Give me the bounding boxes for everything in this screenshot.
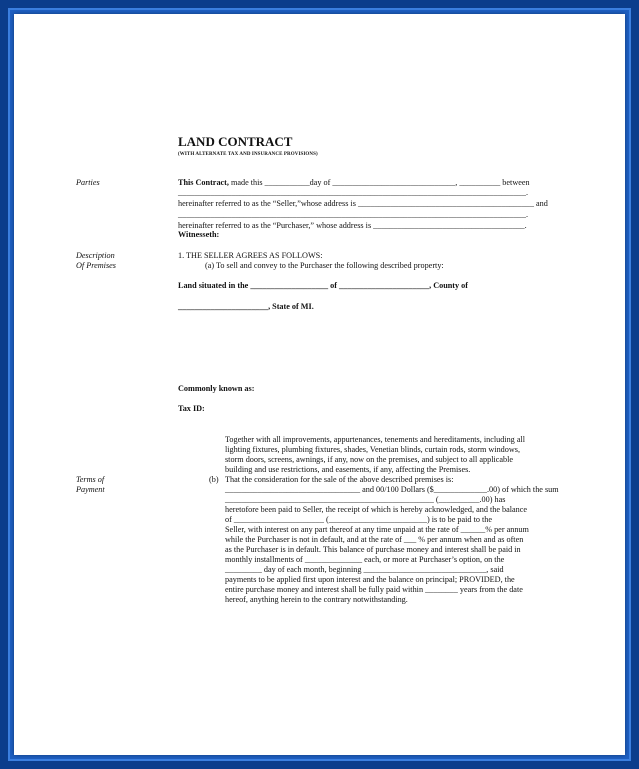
payment-line-13: hereof, anything herein to the contrary notwithstanding.: [225, 595, 408, 604]
parties-line-1: [178, 178, 530, 188]
document-title: LAND CONTRACT: [178, 134, 293, 149]
sidebar-label-terms: Terms of: [76, 475, 105, 484]
payment-line-10: _________ day of each month, beginning ______________________________, said: [225, 565, 504, 574]
parties-rule-2: _____________________________________________________________________________________.: [178, 210, 529, 219]
sidebar-label-of-premises: Of Premises: [76, 261, 116, 270]
commonly-known-label: Commonly known as:: [178, 384, 255, 393]
payment-line-11: payments to be applied first upon interest and the balance on principal; PROVIDED, the: [225, 575, 515, 584]
together-line-1: Together with all improvements, appurtenances, tenements and hereditaments, including all: [225, 435, 525, 444]
document-page: [14, 14, 625, 755]
payment-line-4: heretofore been paid to Seller, the receipt of which is hereby acknowledged, and the balance: [225, 505, 528, 514]
sidebar-label-parties: Parties: [76, 178, 100, 187]
parties-rule-1: _____________________________________________________________________________________.: [178, 188, 529, 197]
payment-line-7: while the Purchaser is not in default, and at the rate of ___ % per annum when and as often: [225, 535, 524, 544]
parties-line-1-text: made this ___________day of ______________________________, __________ between: [228, 178, 530, 187]
clause-b-label: (b): [209, 475, 219, 484]
parties-line-3: hereinafter referred to as the “Purchaser,” whose address is _____________________________________.: [178, 221, 527, 230]
payment-line-3: ___________________________________________________ (__________.00) has: [225, 495, 506, 504]
seller-agrees-heading: 1. THE SELLER AGREES AS FOLLOWS:: [178, 251, 323, 260]
together-line-4: building and use restrictions, and easements, if any, affecting the Premises.: [225, 465, 471, 474]
parties-line-2: hereinafter referred to as the “Seller,”whose address is ___________________________________________ and: [178, 199, 548, 208]
tax-id-label: Tax ID:: [178, 404, 205, 413]
together-line-3: storm doors, screens, awnings, if any, now on the premises, and subject to all applicable: [225, 455, 514, 464]
payment-line-6: Seller, with interest on any part thereof at any time unpaid at the rate of ______% per annum: [225, 525, 529, 534]
clause-a: (a) To sell and convey to the Purchaser the following described property:: [205, 261, 444, 270]
together-line-2: lighting fixtures, plumbing fixtures, shades, Venetian blinds, curtain rods, storm windows,: [225, 445, 521, 454]
payment-line-12: entire purchase money and interest shall be fully paid within ________ years from the date: [225, 585, 523, 594]
sidebar-label-payment: Payment: [76, 485, 105, 494]
document-subtitle: (WITH ALTERNATE TAX AND INSURANCE PROVISIONS): [178, 152, 318, 157]
land-line-2: ______________________, State of MI.: [178, 302, 314, 311]
payment-line-8: as the Purchaser is in default. This balance of purchase money and interest shall be paid in: [225, 545, 521, 554]
this-contract-label: This Contract,: [178, 178, 229, 187]
payment-line-5: of ______________________ (________________________) is to be paid to the: [225, 515, 492, 524]
witnesseth-label: Witnesseth:: [178, 230, 220, 239]
payment-line-9: monthly installments of ______________ each, or more at Purchaser’s option, on the: [225, 555, 505, 564]
payment-line-1: That the consideration for the sale of the above described premises is:: [225, 475, 454, 484]
payment-line-2: _________________________________ and 00/100 Dollars ($_____________.00) of which the sum: [225, 485, 559, 494]
sidebar-label-description: Description: [76, 251, 115, 260]
land-line-1: Land situated in the ___________________ of ______________________, County of: [178, 281, 468, 290]
